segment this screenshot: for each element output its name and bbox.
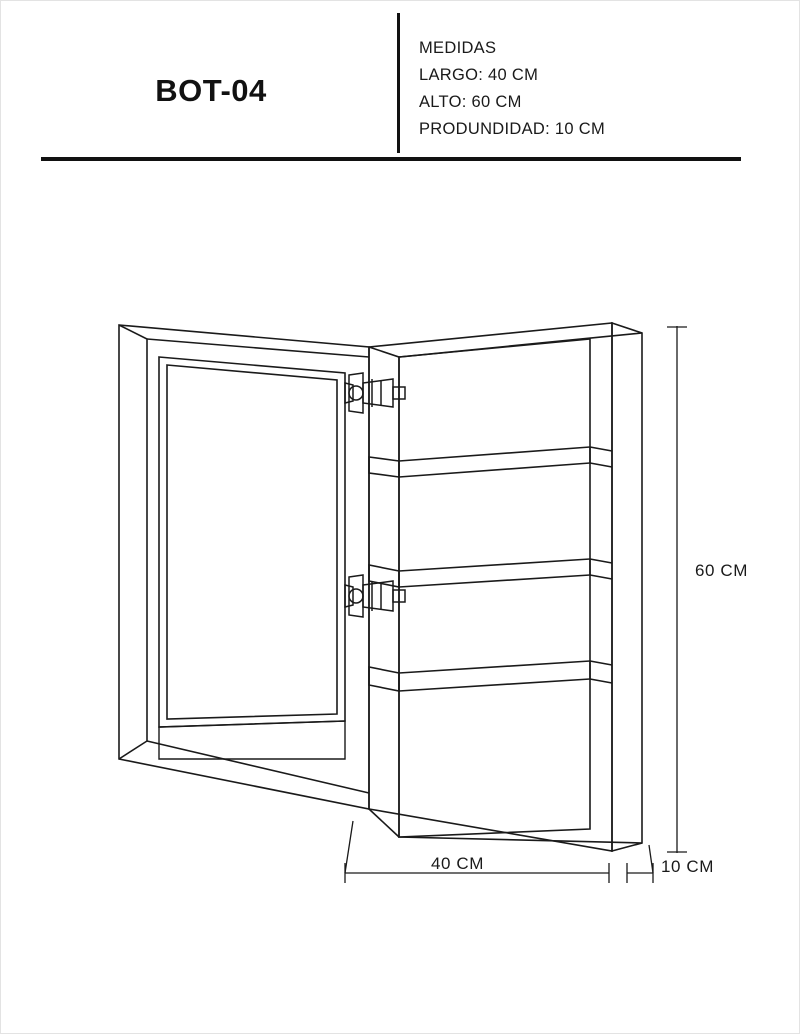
page-title: BOT-04 xyxy=(155,73,267,108)
dimension-depth-label: 10 CM xyxy=(661,857,715,876)
shelf-3-left-edge xyxy=(369,667,399,691)
cabinet-back-panel xyxy=(399,339,590,837)
door-inner-bottom xyxy=(147,741,369,793)
shelf-3-front xyxy=(399,679,590,691)
shelf-1-right-extend xyxy=(590,463,612,467)
shelf-2-right-extend-top xyxy=(590,559,612,563)
product-drawing xyxy=(1,161,800,1035)
dimension-depth xyxy=(627,845,653,883)
door-mirror-inner xyxy=(167,365,337,719)
shelf-1-front xyxy=(399,463,590,477)
dimension-height xyxy=(667,326,687,853)
cabinet-top-edge xyxy=(369,333,642,357)
header-vertical-divider xyxy=(397,13,400,153)
spec-height: ALTO: 60 CM xyxy=(419,93,522,111)
shelf-1-left-edge xyxy=(369,457,399,477)
door-left-thickness xyxy=(119,325,147,759)
dimension-height-label: 60 CM xyxy=(695,561,749,580)
door-inner-top xyxy=(147,339,369,357)
cabinet-inner-edge xyxy=(399,357,642,843)
cabinet-right-side xyxy=(612,323,642,851)
door-panel-bottom-band xyxy=(159,721,345,759)
shelf-3-back xyxy=(399,661,590,673)
specifications-block xyxy=(419,35,759,143)
spec-depth: PRODUNDIDAD: 10 CM xyxy=(419,120,606,138)
cabinet-line-drawing xyxy=(1,161,800,1035)
shelf-3-right-extend-top xyxy=(590,661,612,665)
dimension-width-label: 40 CM xyxy=(431,854,485,873)
hinge-lower xyxy=(345,575,405,617)
door-outer-outline xyxy=(119,325,369,809)
shelf-1-back xyxy=(399,447,590,461)
shelf-2-right-extend xyxy=(590,575,612,579)
spec-measures-heading: MEDIDAS xyxy=(419,39,497,57)
header xyxy=(1,1,800,161)
shelf-1-right-extend-top xyxy=(590,447,612,451)
spec-length: LARGO: 40 CM xyxy=(419,66,539,84)
hinge-upper xyxy=(345,373,405,413)
shelf-2-front xyxy=(399,575,590,587)
shelf-3-right-extend xyxy=(590,679,612,683)
shelf-2-back xyxy=(399,559,590,571)
door-panel-frame xyxy=(159,357,345,727)
